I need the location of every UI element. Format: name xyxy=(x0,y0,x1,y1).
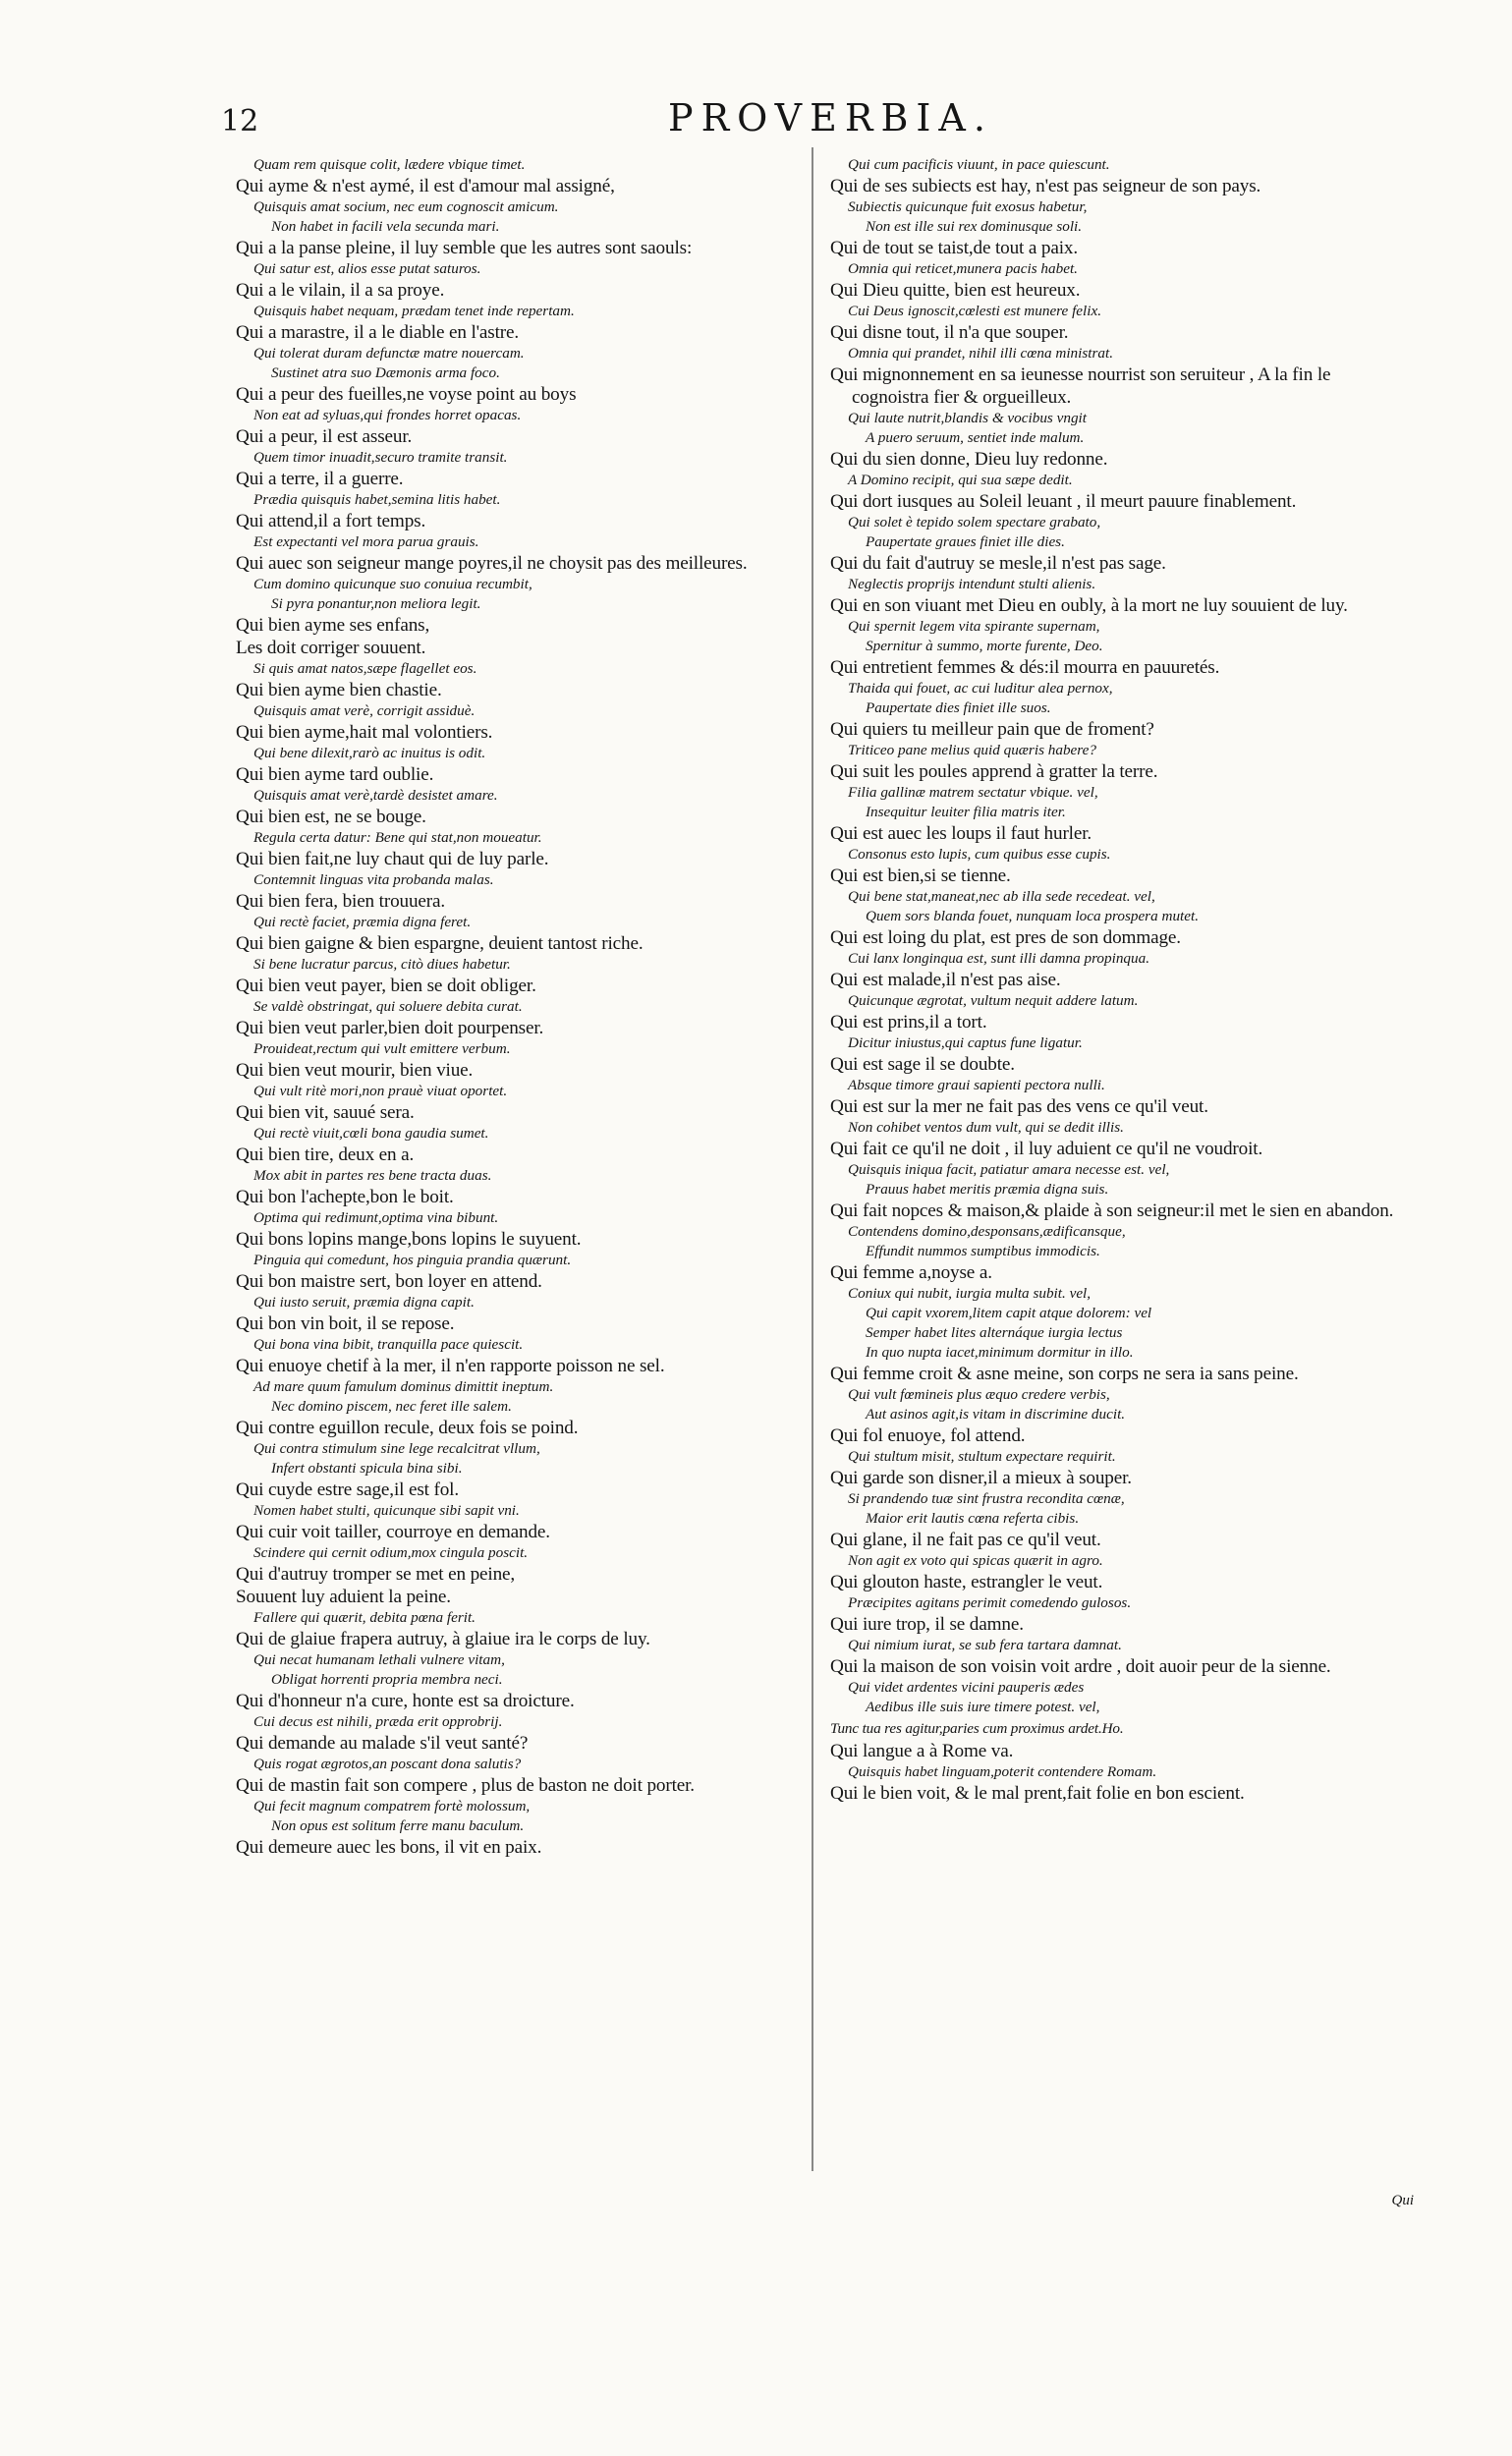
proverb-entry xyxy=(236,510,801,552)
proverb-entry xyxy=(236,932,801,975)
french-proverb: Qui femme a,noyse a. xyxy=(830,1262,992,1283)
proverb-entry xyxy=(236,721,801,763)
french-proverb: Les doit corriger souuent. xyxy=(236,638,426,658)
latin-translation: Cui lanx longinqua est, sunt illi damna propinqua. xyxy=(848,950,1149,967)
french-proverb: Qui bon vin boit, il se repose. xyxy=(236,1313,455,1334)
proverb-entry xyxy=(236,1355,801,1417)
latin-translation: Subiectis quicunque fuit exosus habetur, xyxy=(848,198,1088,215)
french-proverb: Qui quiers tu meilleur pain que de froment? xyxy=(830,719,1154,740)
latin-translation: A puero seruum, sentiet inde malum. xyxy=(866,429,1085,446)
french-proverb: Qui iure trop, il se damne. xyxy=(830,1614,1024,1635)
latin-translation: Qui bona vina bibit, tranquilla pace quiescit. xyxy=(253,1336,524,1353)
french-proverb: Qui le bien voit, & le mal prent,fait folie en bon escient. xyxy=(830,1783,1245,1804)
proverb-entry xyxy=(830,1424,1395,1467)
latin-translation: Infert obstanti spicula bina sibi. xyxy=(271,1460,463,1477)
french-proverb: Qui auec son seigneur mange poyres,il ne choysit pas des meilleures. xyxy=(236,553,748,574)
proverb-entry xyxy=(830,760,1395,822)
french-proverb: Qui demeure auec les bons, il vit en paix. xyxy=(236,1837,542,1858)
proverb-entry xyxy=(830,552,1395,594)
latin-translation: Qui bene stat,maneat,nec ab illa sede recedeat. vel, xyxy=(848,888,1155,905)
french-proverb: Qui cuyde estre sage,il est fol. xyxy=(236,1479,459,1500)
french-proverb: Qui fol enuoye, fol attend. xyxy=(830,1425,1026,1446)
latin-translation: Sustinet atra suo Dæmonis arma foco. xyxy=(271,364,500,381)
proverb-entry xyxy=(236,155,801,175)
proverb-entry xyxy=(236,1059,801,1101)
latin-translation: Qui tolerat duram defunctæ matre nouercam. xyxy=(253,345,525,362)
latin-translation: Cum domino quicunque suo conuiua recumbit, xyxy=(253,576,532,592)
proverb-entry xyxy=(830,1363,1395,1424)
french-proverb: Qui de mastin fait son compere , plus de baston ne doit porter. xyxy=(236,1775,695,1796)
french-proverb: Qui fait ce qu'il ne doit , il luy aduient ce qu'il ne voudroit. xyxy=(830,1139,1263,1159)
french-proverb: Qui suit les poules apprend à gratter la terre. xyxy=(830,761,1158,782)
french-proverb: Qui est auec les loups il faut hurler. xyxy=(830,823,1092,844)
french-proverb: Qui attend,il a fort temps. xyxy=(236,511,426,531)
proverb-entry xyxy=(236,1479,801,1521)
latin-translation: Cui decus est nihili, præda erit opprobrij. xyxy=(253,1713,503,1730)
latin-translation: Qui iusto seruit, præmia digna capit. xyxy=(253,1294,475,1311)
proverb-entry xyxy=(830,155,1395,175)
latin-translation: Regula certa datur: Bene qui stat,non moueatur. xyxy=(253,829,542,846)
french-proverb: Qui a le vilain, il a sa proye. xyxy=(236,280,445,301)
french-proverb: Qui bien gaigne & bien espargne, deuient tantost riche. xyxy=(236,933,644,954)
proverb-entry xyxy=(236,614,801,637)
french-proverb: Qui bons lopins mange,bons lopins le suyuent. xyxy=(236,1229,582,1250)
french-proverb: Qui bien fait,ne luy chaut qui de luy parle. xyxy=(236,849,549,869)
proverb-entry xyxy=(236,1732,801,1774)
latin-translation: Quem timor inuadit,securo tramite transit. xyxy=(253,449,508,466)
proverb-entry xyxy=(236,237,801,279)
proverb-entry xyxy=(830,1717,1395,1740)
latin-translation: Pinguia qui comedunt, hos pinguia prandia quærunt. xyxy=(253,1252,572,1268)
french-proverb: Qui bien vit, sauué sera. xyxy=(236,1102,415,1123)
latin-translation: Insequitur leuiter filia matris iter. xyxy=(866,804,1066,820)
french-proverb: Qui glouton haste, estrangler le veut. xyxy=(830,1572,1103,1592)
french-proverb: Qui bien veut parler,bien doit pourpenser. xyxy=(236,1018,544,1038)
latin-translation: Non eat ad syluas,qui frondes horret opacas. xyxy=(253,407,522,423)
french-proverb: Qui a marastre, il a le diable en l'astre. xyxy=(236,322,520,343)
proverb-entry xyxy=(236,1186,801,1228)
latin-translation: Quisquis amat socium, nec eum cognoscit amicum. xyxy=(253,198,559,215)
latin-translation: Qui bene dilexit,rarò ac inuitus is odit. xyxy=(253,745,486,761)
proverb-entry xyxy=(236,1563,801,1586)
proverb-entry xyxy=(830,1200,1395,1261)
french-proverb: Qui est prins,il a tort. xyxy=(830,1012,987,1033)
latin-translation: Qui fecit magnum compatrem fortè molossum, xyxy=(253,1798,531,1814)
latin-translation: Optima qui redimunt,optima vina bibunt. xyxy=(253,1209,499,1226)
latin-translation: Nec domino piscem, nec feret ille salem. xyxy=(271,1398,512,1415)
proverb-entry xyxy=(236,1774,801,1836)
proverb-entry xyxy=(830,279,1395,321)
french-proverb: Tunc tua res agitur,paries cum proximus ardet.Ho. xyxy=(830,1720,1124,1737)
proverb-entry xyxy=(830,175,1395,237)
latin-translation: A Domino recipit, qui sua sæpe dedit. xyxy=(848,472,1073,488)
french-proverb: Qui glane, il ne fait pas ce qu'il veut. xyxy=(830,1530,1101,1550)
latin-translation: Præcipites agitans perimit comedendo gulosos. xyxy=(848,1594,1132,1611)
latin-translation: Qui vult fœmineis plus æquo credere verbis, xyxy=(848,1386,1110,1403)
latin-translation: Effundit nummos sumptibus immodicis. xyxy=(866,1243,1100,1259)
latin-translation: Contendens domino,desponsans,ædificansque, xyxy=(848,1223,1126,1240)
latin-translation: Fallere qui quærit, debita pœna ferit. xyxy=(253,1609,476,1626)
proverb-entry xyxy=(236,1228,801,1270)
french-proverb: Qui femme croit & asne meine, son corps ne sera ia sans peine. xyxy=(830,1364,1299,1384)
french-proverb: Qui garde son disner,il a mieux à souper. xyxy=(830,1468,1132,1488)
proverb-entry xyxy=(830,1053,1395,1095)
french-proverb: Qui bien ayme tard oublie. xyxy=(236,764,434,785)
latin-translation: Coniux qui nubit, iurgia multa subit. vel, xyxy=(848,1285,1092,1302)
proverb-entry xyxy=(236,763,801,806)
proverb-entry xyxy=(236,1270,801,1312)
proverb-entry xyxy=(236,1586,801,1628)
latin-translation: Quicunque ægrotat, vultum nequit addere latum. xyxy=(848,992,1139,1009)
proverb-entry xyxy=(236,425,801,468)
right-column xyxy=(830,155,1395,1805)
latin-translation: Ad mare quum famulum dominus dimittit ineptum. xyxy=(253,1378,554,1395)
latin-translation: Consonus esto lupis, cum quibus esse cupis. xyxy=(848,846,1111,863)
latin-translation: Qui videt ardentes vicini pauperis ædes xyxy=(848,1679,1085,1696)
latin-translation: Non cohibet ventos dum vult, qui se dedit illis. xyxy=(848,1119,1124,1136)
proverb-entry xyxy=(830,865,1395,926)
latin-translation: Est expectanti vel mora parua grauis. xyxy=(253,533,479,550)
proverb-entry xyxy=(236,806,801,848)
latin-translation: Prouideat,rectum qui vult emittere verbum. xyxy=(253,1040,511,1057)
french-proverb: Souuent luy aduient la peine. xyxy=(236,1587,451,1607)
latin-translation: Prauus habet meritis præmia digna suis. xyxy=(866,1181,1109,1198)
latin-translation: Qui nimium iurat, se sub fera tartara damnat. xyxy=(848,1637,1122,1653)
french-proverb: Qui de tout se taist,de tout a paix. xyxy=(830,238,1078,258)
latin-translation: Non agit ex voto qui spicas quærit in agro. xyxy=(848,1552,1103,1569)
french-proverb: Qui dort iusques au Soleil leuant , il meurt pauure finablement. xyxy=(830,491,1297,512)
french-proverb: Qui bien veut mourir, bien viue. xyxy=(236,1060,474,1081)
page-number: 12 xyxy=(221,104,259,139)
proverb-entry xyxy=(236,890,801,932)
proverb-entry xyxy=(830,1138,1395,1200)
proverb-entry xyxy=(236,552,801,614)
latin-translation: Quisquis iniqua facit, patiatur amara necesse est. vel, xyxy=(848,1161,1170,1178)
french-proverb: Qui a peur des fueilles,ne voyse point au boys xyxy=(236,384,577,405)
latin-translation: Dicitur iniustus,qui captus fune ligatur. xyxy=(848,1034,1083,1051)
column-rule xyxy=(812,147,813,2171)
proverb-entry xyxy=(236,1690,801,1732)
latin-translation: Cui Deus ignoscit,cœlesti est munere felix. xyxy=(848,303,1102,319)
latin-translation: Qui necat humanam lethali vulnere vitam, xyxy=(253,1651,505,1668)
french-proverb: Qui a terre, il a guerre. xyxy=(236,469,404,489)
proverb-entry xyxy=(830,490,1395,552)
proverb-entry xyxy=(830,822,1395,865)
french-proverb: Qui bien ayme ses enfans, xyxy=(236,615,430,636)
latin-translation: Nomen habet stulti, quicunque sibi sapit vni. xyxy=(253,1502,520,1519)
french-proverb: Qui est bien,si se tienne. xyxy=(830,865,1011,886)
french-proverb: Qui du fait d'autruy se mesle,il n'est pas sage. xyxy=(830,553,1166,574)
latin-translation: Maior erit lautis cœna referta cibis. xyxy=(866,1510,1080,1527)
running-head: PROVERBIA. xyxy=(668,96,993,140)
latin-translation: Quisquis habet linguam,poterit contendere Romam. xyxy=(848,1763,1157,1780)
french-proverb: Qui en son viuant met Dieu en oubly, à la mort ne luy souuient de luy. xyxy=(830,595,1348,616)
proverb-entry xyxy=(830,1613,1395,1655)
proverb-entry xyxy=(236,175,801,237)
latin-translation: Si pyra ponantur,non meliora legit. xyxy=(271,595,481,612)
latin-translation: Scindere qui cernit odium,mox cingula poscit. xyxy=(253,1544,529,1561)
proverb-entry xyxy=(236,975,801,1017)
proverb-entry xyxy=(830,1095,1395,1138)
french-proverb: Qui entretient femmes & dés:il mourra en pauuretés. xyxy=(830,657,1220,678)
proverb-entry xyxy=(236,1101,801,1144)
latin-translation: Aedibus ille suis iure timere potest. vel, xyxy=(866,1699,1100,1715)
latin-translation: Thaida qui fouet, ac cui luditur alea pernox, xyxy=(848,680,1113,697)
french-proverb: Qui disne tout, il n'a que souper. xyxy=(830,322,1069,343)
french-proverb: Qui a peur, il est asseur. xyxy=(236,426,413,447)
latin-translation: Paupertate dies finiet ille suos. xyxy=(866,699,1051,716)
latin-translation: Se valdè obstringat, qui soluere debita curat. xyxy=(253,998,523,1015)
latin-translation: Omnia qui reticet,munera pacis habet. xyxy=(848,260,1078,277)
proverb-entry xyxy=(830,1740,1395,1782)
french-proverb: Qui enuoye chetif à la mer, il n'en rapporte poisson ne sel. xyxy=(236,1356,665,1376)
proverb-entry xyxy=(830,1261,1395,1363)
french-proverb: Qui bien ayme bien chastie. xyxy=(236,680,442,700)
french-proverb: Qui la maison de son voisin voit ardre , doit auoir peur de la sienne. xyxy=(830,1656,1331,1677)
proverb-entry xyxy=(236,468,801,510)
french-proverb: Qui du sien donne, Dieu luy redonne. xyxy=(830,449,1108,470)
latin-translation: In quo nupta iacet,minimum dormitur in illo. xyxy=(866,1344,1134,1361)
proverb-entry xyxy=(830,656,1395,718)
proverb-entry xyxy=(236,1417,801,1479)
french-proverb: Qui a la panse pleine, il luy semble que les autres sont saouls: xyxy=(236,238,693,258)
proverb-entry xyxy=(236,383,801,425)
latin-translation: Non opus est solitum ferre manu baculum. xyxy=(271,1817,525,1834)
french-proverb: Qui cuir voit tailler, courroye en demande. xyxy=(236,1522,550,1542)
latin-translation: Quisquis habet nequam, prædam tenet inde repertam. xyxy=(253,303,575,319)
latin-translation: Absque timore graui sapienti pectora nulli. xyxy=(848,1077,1105,1093)
french-proverb: Qui demande au malade s'il veut santé? xyxy=(236,1733,529,1754)
latin-translation: Quem sors blanda fouet, nunquam loca prospera mutet. xyxy=(866,908,1200,924)
latin-translation: Qui vult ritè mori,non prauè viuat oportet. xyxy=(253,1083,508,1099)
proverb-entry xyxy=(236,637,801,679)
latin-translation: Omnia qui prandet, nihil illi cœna ministrat. xyxy=(848,345,1114,362)
proverb-entry xyxy=(830,926,1395,969)
french-proverb: Qui de glaiue frapera autruy, à glaiue ira le corps de luy. xyxy=(236,1629,650,1649)
latin-translation: Quisquis amat verè,tardè desistet amare. xyxy=(253,787,498,804)
latin-translation: Qui satur est, alios esse putat saturos. xyxy=(253,260,481,277)
latin-translation: Qui laute nutrit,blandis & vocibus vngit xyxy=(848,410,1087,426)
french-proverb: Qui est malade,il n'est pas aise. xyxy=(830,970,1061,990)
proverb-entry xyxy=(236,1017,801,1059)
proverb-entry xyxy=(236,848,801,890)
french-proverb: Qui est sage il se doubte. xyxy=(830,1054,1015,1075)
latin-translation: Non est ille sui rex dominusque soli. xyxy=(866,218,1083,235)
french-proverb: Qui est loing du plat, est pres de son dommage. xyxy=(830,927,1181,948)
latin-translation: Triticeo pane melius quid quæris habere? xyxy=(848,742,1096,758)
french-proverb: Qui d'honneur n'a cure, honte est sa droicture. xyxy=(236,1691,575,1711)
latin-translation: Non habet in facili vela secunda mari. xyxy=(271,218,500,235)
proverb-entry xyxy=(236,1836,801,1859)
latin-translation: Quisquis amat verè, corrigit assiduè. xyxy=(253,702,476,719)
latin-translation: Si bene lucratur parcus, citò diues habetur. xyxy=(253,956,511,973)
latin-translation: Qui rectè viuit,cœli bona gaudia sumet. xyxy=(253,1125,489,1142)
french-proverb: Qui contre eguillon recule, deux fois se poind. xyxy=(236,1418,579,1438)
french-proverb: Qui de ses subiects est hay, n'est pas seigneur de son pays. xyxy=(830,176,1261,196)
latin-translation: Spernitur à summo, morte furente, Deo. xyxy=(866,638,1103,654)
latin-translation: Paupertate graues finiet ille dies. xyxy=(866,533,1065,550)
proverb-entry xyxy=(830,1782,1395,1805)
french-proverb: Qui bien veut payer, bien se doit obliger. xyxy=(236,976,536,996)
latin-translation: Qui spernit legem vita spirante supernam, xyxy=(848,618,1100,635)
proverb-entry xyxy=(236,1521,801,1563)
proverb-entry xyxy=(830,1529,1395,1571)
french-proverb: Qui fait nopces & maison,& plaide à son seigneur:il met le sien en abandon. xyxy=(830,1200,1394,1221)
french-proverb: Qui bien ayme,hait mal volontiers. xyxy=(236,722,493,743)
latin-translation: Qui stultum misit, stultum expectare requirit. xyxy=(848,1448,1116,1465)
french-proverb: Qui mignonnement en sa ieunesse nourrist son seruiteur , A la fin le cognoistra fier & orgueilleux. xyxy=(830,364,1331,408)
proverb-entry xyxy=(830,321,1395,363)
latin-translation: Qui solet è tepido solem spectare grabato, xyxy=(848,514,1101,530)
french-proverb: Qui langue a à Rome va. xyxy=(830,1741,1014,1761)
latin-translation: Filia gallinæ matrem sectatur vbique. vel, xyxy=(848,784,1098,801)
proverb-entry xyxy=(830,1571,1395,1613)
latin-translation: Qui rectè faciet, præmia digna feret. xyxy=(253,914,472,930)
proverb-entry xyxy=(236,679,801,721)
proverb-entry xyxy=(236,1312,801,1355)
french-proverb: Qui bon l'achepte,bon le boit. xyxy=(236,1187,454,1207)
proverb-entry xyxy=(236,1628,801,1690)
proverb-entry xyxy=(830,237,1395,279)
proverb-entry xyxy=(236,279,801,321)
french-proverb: Qui bon maistre sert, bon loyer en attend. xyxy=(236,1271,542,1292)
proverb-entry xyxy=(236,321,801,383)
french-proverb: Qui bien fera, bien trouuera. xyxy=(236,891,446,912)
proverb-entry xyxy=(830,363,1395,448)
latin-translation: Si prandendo tuæ sint frustra recondita cœnæ, xyxy=(848,1490,1125,1507)
latin-translation: Si quis amat natos,sæpe flagellet eos. xyxy=(253,660,477,677)
french-proverb: Qui d'autruy tromper se met en peine, xyxy=(236,1564,516,1585)
latin-translation: Qui contra stimulum sine lege recalcitrat vllum, xyxy=(253,1440,540,1457)
french-proverb: Qui ayme & n'est aymé, il est d'amour mal assigné, xyxy=(236,176,615,196)
latin-translation: Neglectis proprijs intendunt stulti alienis. xyxy=(848,576,1096,592)
french-proverb: Qui bien est, ne se bouge. xyxy=(236,807,426,827)
latin-translation: Qui cum pacificis viuunt, in pace quiescunt. xyxy=(848,156,1110,173)
latin-translation: Contemnit linguas vita probanda malas. xyxy=(253,871,494,888)
proverb-entry xyxy=(830,718,1395,760)
proverb-entry xyxy=(830,1655,1395,1717)
latin-translation: Mox abit in partes res bene tracta duas. xyxy=(253,1167,492,1184)
french-proverb: Qui est sur la mer ne fait pas des vens ce qu'il veut. xyxy=(830,1096,1208,1117)
latin-translation: Qui capit vxorem,litem capit atque dolorem: vel xyxy=(866,1305,1152,1321)
proverb-entry xyxy=(830,969,1395,1011)
latin-translation: Prædia quisquis habet,semina litis habet. xyxy=(253,491,501,508)
left-column xyxy=(236,155,801,1859)
latin-translation: Semper habet lites alternáque iurgia lectus xyxy=(866,1324,1123,1341)
proverb-entry xyxy=(830,1467,1395,1529)
latin-translation: Quam rem quisque colit, lædere vbique timet. xyxy=(253,156,526,173)
french-proverb: Qui Dieu quitte, bien est heureux. xyxy=(830,280,1081,301)
proverb-entry xyxy=(236,1144,801,1186)
proverb-entry xyxy=(830,448,1395,490)
proverb-entry xyxy=(830,1011,1395,1053)
proverb-entry xyxy=(830,594,1395,656)
french-proverb: Qui bien tire, deux en a. xyxy=(236,1144,415,1165)
latin-translation: Obligat horrenti propria membra neci. xyxy=(271,1671,503,1688)
latin-translation: Aut asinos agit,is vitam in discrimine ducit. xyxy=(866,1406,1126,1423)
catchword: Qui xyxy=(1391,2193,1414,2208)
latin-translation: Quis rogat ægrotos,an poscant dona salutis? xyxy=(253,1756,522,1772)
